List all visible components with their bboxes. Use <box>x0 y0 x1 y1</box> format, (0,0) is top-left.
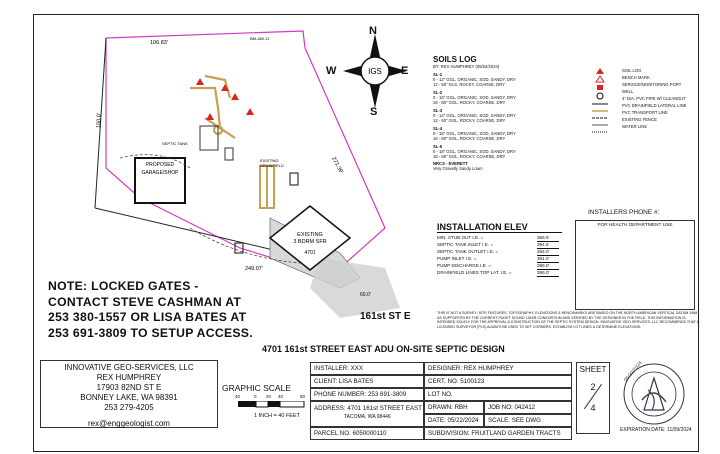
legend-item: WELL <box>622 89 634 94</box>
legend-item: PVC DRAINFIELD LATERAL LINE <box>622 103 687 108</box>
job: JOB NO: 042412 <box>484 401 572 414</box>
sheet-block <box>576 362 610 434</box>
company-addr2: BONNEY LAKE, WA 98391 <box>80 393 178 402</box>
health-dept-label: FOR HEALTH DEPARTMENT USE <box>597 223 673 228</box>
elev-value: 386.0' <box>537 270 559 277</box>
elev-value: 386.0' <box>537 263 559 270</box>
legend-item: 4" DIA. PVC PIPE W/ CLEANOUT <box>622 96 686 101</box>
compass-center: IGS <box>368 67 382 76</box>
soil-entry <box>433 90 553 105</box>
company-person: REX HUMPHREY <box>96 373 162 382</box>
soil-l1: 0 - 16" GGL, ORGANIC, SOD, SANDY, DRY <box>433 131 516 136</box>
svg-text:EXISTING: EXISTING <box>260 158 279 163</box>
elev-label: SEPTIC TANK INLET I.E. = <box>437 242 494 247</box>
svg-text:271.39': 271.39' <box>330 156 344 175</box>
compass-s: S <box>370 106 378 118</box>
soil-l2: 12 - 60" GLS, ROCKY, COARSE, DRY <box>433 82 505 87</box>
proposed-drainfield <box>190 76 235 138</box>
elev-label: MIN. STUB OUT I.E. = <box>437 235 484 240</box>
installation-row <box>437 270 562 277</box>
access-note <box>48 279 253 341</box>
phone: PHONE NUMBER: 253 691-3809 <box>310 388 424 401</box>
existing-label: EXISTING <box>297 232 323 238</box>
elev-value: 386.5' <box>537 235 559 242</box>
drawn: DRAWN: RBH <box>424 401 484 414</box>
soil-l2: 16 - 60" GGL, ROCKY, COARSE, DRY <box>433 136 506 141</box>
company-email[interactable]: rex@enggeologist.com <box>88 419 170 428</box>
soil-entry <box>433 72 553 87</box>
sheet-of: 4 <box>590 403 596 413</box>
elev-label: SEPTIC TANK OUTLET I.E. = <box>437 249 499 254</box>
subdivision: SUBDIVISION: FRUITLAND GARDEN TRACTS <box>424 427 572 440</box>
legend-item: WATER LINE <box>622 124 648 129</box>
designer: DESIGNER: REX HUMPHREY <box>424 362 572 375</box>
soils-title: SOILS LOG <box>433 55 477 64</box>
lot: LOT NO. <box>424 388 572 401</box>
svg-text:249.07': 249.07' <box>245 266 263 272</box>
installation-elev <box>437 222 562 277</box>
expiration: EXPIRATION DATE: 11/09/2024 <box>620 427 692 433</box>
cert: CERT. NO. 5100123 <box>424 375 572 388</box>
compass-w: W <box>326 65 337 77</box>
svg-text:3 BDRM SFR: 3 BDRM SFR <box>293 239 327 245</box>
soil-id: SL-5 <box>433 144 443 149</box>
legend-item: PVC TRANSPORT LINE <box>622 110 668 115</box>
scale-caption: 1 INCH = 40 FEET <box>254 413 301 419</box>
svg-text:05/22/2024: 05/22/2024 <box>622 360 644 384</box>
soil-l1: 0 - 12" GGL, ORGANIC, SOD, SANDY, DRY <box>433 77 516 82</box>
legend-item: EXISTING FENCE <box>622 117 657 122</box>
company-name: INNOVATIVE GEO-SERVICES, LLC <box>64 363 194 372</box>
installation-row <box>437 242 562 249</box>
svg-text:DRAINFIELD: DRAINFIELD <box>260 163 284 168</box>
note-line: 253 380-1557 OR LISA BATES AT <box>48 310 247 324</box>
soil-l2: 16 - 60" GGL, ROCKY, COARSE, DRY <box>433 100 506 105</box>
company-block <box>40 360 218 428</box>
soil-entry <box>433 126 553 141</box>
legend-item: BENCH MARK <box>622 75 650 80</box>
scale: SCALE: SEE DWG <box>484 414 572 427</box>
drainfield <box>260 166 274 208</box>
garage-label: PROPOSED <box>145 162 175 168</box>
sheet-num: 2 <box>590 382 596 392</box>
installation-row <box>437 235 562 242</box>
soil-id: SL-4 <box>433 126 443 131</box>
company-phone: 253 279-4205 <box>104 403 154 412</box>
soil-l1: 0 - 16" GGL, ORGANIC, SOD, SANDY, DRY <box>433 95 516 100</box>
installation-title: INSTALLATION ELEV <box>437 222 562 233</box>
client: CLIENT: LISA BATES <box>310 375 424 388</box>
note-line: CONTACT STEVE CASHMAN AT <box>48 294 242 309</box>
scale-ticks: 40 0 20 40 80 <box>235 394 306 399</box>
engineer-stamp <box>614 360 694 432</box>
sheet-label: SHEET <box>579 365 607 374</box>
address: ADDRESS: 4701 161st STREET EAST TACOMA, WA 98446 <box>310 401 424 427</box>
installation-row <box>437 263 562 270</box>
elev-value: 381.0' <box>537 256 559 263</box>
soil-entry <box>433 108 553 123</box>
parcel: PARCEL NO. 6050000110 <box>310 427 424 440</box>
elev-label: DRAINFIELD LINES TOP LAT. I.E. = <box>437 270 512 275</box>
nrcs-type: Very Gravelly Sandy Loam <box>433 166 483 171</box>
installation-row <box>437 256 562 263</box>
svg-text:SEPTIC TANK: SEPTIC TANK <box>162 141 188 146</box>
elev-label: PUMP DISCHARGE I.E. = <box>437 263 491 268</box>
elev-label: PUMP INLET I.E. = <box>437 256 477 261</box>
soil-id: SL-2 <box>433 90 443 95</box>
scale-bar <box>238 401 318 409</box>
company-addr1: 17903 82ND ST E <box>96 383 162 392</box>
soil-l2: 18 - 60" GGL, ROCKY, COARSE, DRY <box>433 154 506 159</box>
date: DATE: 05/22/2024 <box>424 414 484 427</box>
elev-value: 384.5' <box>537 242 559 249</box>
soil-l1: 0 - 18" GGL, ORGANIC, SOD, SANDY, DRY <box>433 149 516 154</box>
legend-item: SOIL LOG <box>622 68 642 73</box>
installers-phone: INSTALLERS PHONE #: <box>588 209 660 216</box>
svg-text:60.0': 60.0' <box>360 292 371 298</box>
note-line: 253 691-3809 TO SETUP ACCESS. <box>48 325 253 340</box>
installer: INSTALLER: XXX <box>310 362 424 375</box>
soil-id: SL-1 <box>433 72 443 77</box>
soil-l2: 12 - 60" GGL, ROCKY, COARSE, DRY <box>433 118 506 123</box>
compass-e: E <box>401 65 409 77</box>
design-title: 4701 161st STREET EAST ADU ON-SITE SEPTIC DESIGN <box>262 344 505 354</box>
svg-text:4701: 4701 <box>304 250 316 256</box>
soil-l1: 0 - 12" GGL, ORGANIC, SOD, SANDY, DRY <box>433 113 516 118</box>
street-label: 161st ST E <box>360 311 411 322</box>
svg-text:150.0': 150.0' <box>96 113 103 129</box>
nrcs: NRCS - EVERETT <box>433 161 468 166</box>
soil-id: SL-3 <box>433 108 443 113</box>
title-block <box>310 362 572 440</box>
svg-text:BM-480.11': BM-480.11' <box>250 36 271 41</box>
survey-note: THIS IS NOT A SURVEY: SITE FEATURES, TOPOGRAPHY, ELEVATIONS & BENCHMARKS ARE BASED ON THE NORTH AMERICAN VERTICAL DATUM 1988 AS SUPPORTED BY THE CURRENT PUGET SOUND LIDAR CONSORTIUM AND VERIFIED BY THE DESIGNER IN THE FIELD. THIS INFORMATION IS INTENDED SOLELY FOR THE APPROVAL & CONSTRUCTION OF THE SEPTIC SYSTEM DESIGN. INNOVATIVE GEO-SERVICES, LLC RECOMMENDS THAT A LICENSED SURVEYOR (PLS) ALWAYS BE USED TO SET CORNERS, ESTABLISH LOT LINES & DETERMINE ELEVATIONS. <box>437 311 699 329</box>
note-line: NOTE: LOCKED GATES - <box>48 279 199 293</box>
compass-n: N <box>369 25 377 37</box>
scale-title: GRAPHIC SCALE <box>222 383 291 393</box>
soils-log <box>433 55 553 171</box>
soil-entry <box>433 144 553 159</box>
health-dept-box <box>575 220 695 310</box>
svg-text:GARAGE/SHOP: GARAGE/SHOP <box>141 170 179 176</box>
svg-text:106.83': 106.83' <box>150 40 168 46</box>
legend-item: SERVICE/MONITORING PORT <box>622 82 682 87</box>
elev-value: 384.0' <box>537 249 559 256</box>
installation-row <box>437 249 562 256</box>
soils-by: BY: REX HUMPHREY (05/02/2024) <box>433 64 500 69</box>
